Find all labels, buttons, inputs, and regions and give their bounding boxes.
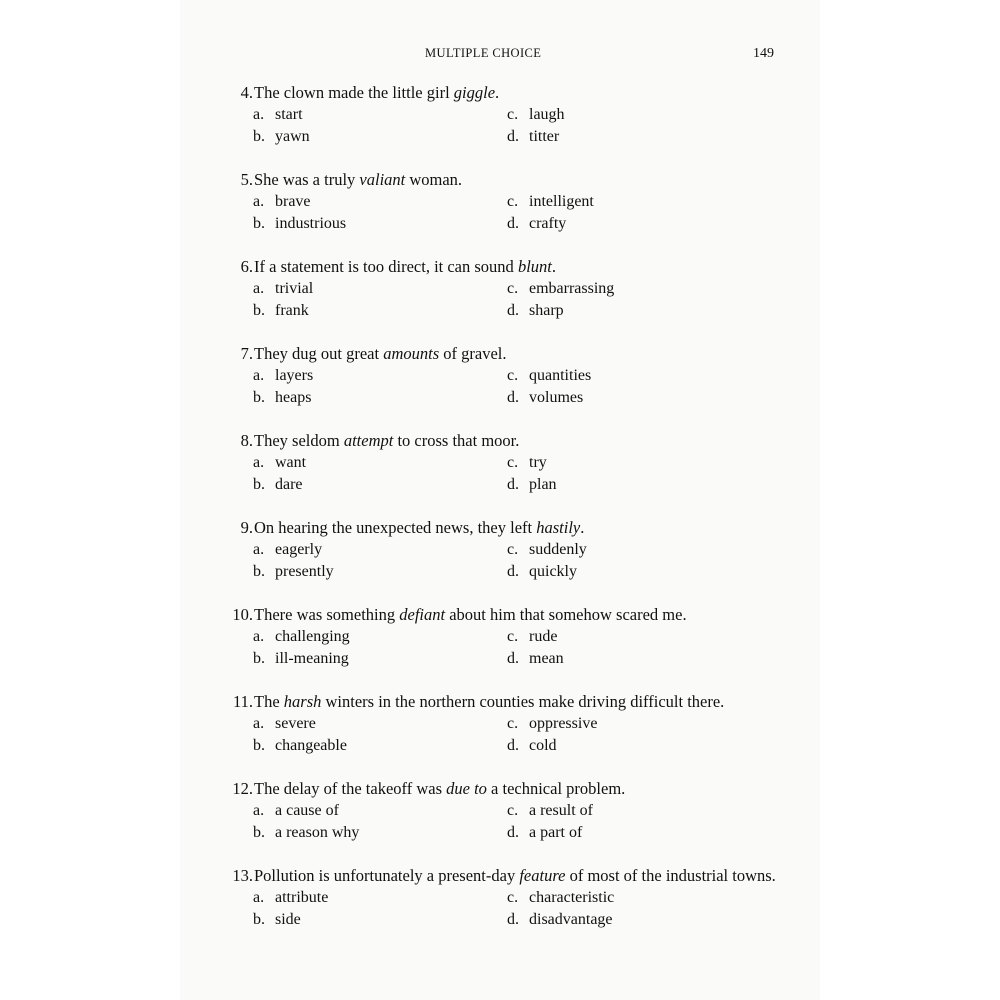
option-letter: b. — [253, 302, 265, 319]
option-letter: a. — [253, 280, 265, 297]
answer-option — [253, 452, 507, 474]
option-letter: c. — [507, 715, 519, 732]
answer-option — [507, 626, 761, 648]
answer-options — [253, 713, 786, 757]
option-letter: b. — [253, 911, 265, 928]
option-text: suddenly — [529, 541, 587, 558]
question-item — [226, 256, 786, 322]
answer-options — [253, 104, 786, 148]
question-text-after: to cross that moor. — [393, 431, 520, 450]
option-text: characteristic — [529, 889, 615, 906]
option-text: intelligent — [529, 193, 594, 210]
target-word: valiant — [359, 170, 406, 189]
question-item — [226, 778, 786, 844]
option-letter: b. — [253, 650, 265, 667]
answer-option — [253, 213, 507, 235]
option-letter: b. — [253, 389, 265, 406]
question-number: 6. — [240, 257, 253, 276]
question-number: 11. — [232, 692, 253, 711]
option-letter: a. — [253, 367, 265, 384]
question-text-before: Pollution is unfortunately a present-day — [254, 866, 520, 885]
answer-option — [507, 561, 761, 583]
option-letter: a. — [253, 541, 265, 558]
question-number: 12. — [232, 779, 253, 798]
question-stem — [226, 604, 786, 626]
question-list — [226, 82, 786, 952]
option-letter: c. — [507, 280, 519, 297]
option-letter: d. — [507, 389, 519, 406]
target-word: amounts — [383, 344, 440, 363]
question-stem — [226, 691, 786, 713]
answer-option — [507, 648, 761, 670]
question-text-after: woman. — [405, 170, 463, 189]
option-text: quantities — [529, 367, 592, 384]
target-word: due to — [446, 779, 487, 798]
option-letter: d. — [507, 563, 519, 580]
option-text: side — [275, 911, 301, 928]
question-text — [253, 778, 625, 800]
question-number: 10. — [232, 605, 253, 624]
option-letter: d. — [507, 302, 519, 319]
question-text — [253, 691, 724, 713]
question-stem — [226, 82, 786, 104]
option-letter: d. — [507, 911, 519, 928]
question-text-before: The — [254, 692, 284, 711]
question-item — [226, 691, 786, 757]
question-text-after: winters in the northern counties make driving difficult there. — [321, 692, 725, 711]
option-letter: b. — [253, 563, 265, 580]
option-text: embarrassing — [529, 280, 615, 297]
question-number: 5. — [240, 170, 253, 189]
option-text: cold — [529, 737, 557, 754]
option-letter: d. — [507, 650, 519, 667]
option-letter: c. — [507, 541, 519, 558]
option-letter: b. — [253, 215, 265, 232]
answer-option — [253, 909, 507, 931]
answer-option — [507, 800, 761, 822]
question-item — [226, 865, 786, 931]
target-word: feature — [519, 866, 566, 885]
answer-options — [253, 365, 786, 409]
answer-option — [507, 104, 761, 126]
question-text-after: . — [495, 83, 500, 102]
option-letter: a. — [253, 889, 265, 906]
option-text: crafty — [529, 215, 567, 232]
question-stem — [226, 430, 786, 452]
option-text: attribute — [275, 889, 329, 906]
answer-option — [507, 278, 761, 300]
option-text: presently — [275, 563, 334, 580]
option-text: volumes — [529, 389, 584, 406]
option-text: titter — [529, 128, 560, 145]
option-letter: b. — [253, 824, 265, 841]
answer-option — [507, 909, 761, 931]
answer-option — [253, 474, 507, 496]
question-number: 7. — [240, 344, 253, 363]
question-item — [226, 343, 786, 409]
option-text: severe — [275, 715, 316, 732]
target-word: harsh — [283, 692, 322, 711]
answer-option — [507, 713, 761, 735]
option-text: a reason why — [275, 824, 360, 841]
option-text: a cause of — [275, 802, 339, 819]
question-item — [226, 604, 786, 670]
question-text — [253, 604, 687, 626]
answer-option — [253, 626, 507, 648]
answer-option — [507, 191, 761, 213]
answer-option — [507, 126, 761, 148]
option-text: laugh — [529, 106, 565, 123]
question-text — [253, 256, 556, 278]
option-letter: c. — [507, 193, 519, 210]
answer-option — [507, 387, 761, 409]
answer-option — [507, 452, 761, 474]
option-text: start — [275, 106, 303, 123]
option-letter: b. — [253, 476, 265, 493]
option-letter: d. — [507, 215, 519, 232]
question-text — [253, 517, 584, 539]
option-text: quickly — [529, 563, 577, 580]
option-text: eagerly — [275, 541, 323, 558]
question-text-before: On hearing the unexpected news, they left — [254, 518, 537, 537]
option-letter: d. — [507, 824, 519, 841]
option-letter: c. — [507, 106, 519, 123]
option-text: yawn — [275, 128, 310, 145]
option-text: plan — [529, 476, 557, 493]
option-text: a result of — [529, 802, 593, 819]
option-letter: a. — [253, 715, 265, 732]
question-stem — [226, 256, 786, 278]
option-text: a part of — [529, 824, 583, 841]
option-text: brave — [275, 193, 311, 210]
answer-option — [507, 365, 761, 387]
question-number: 9. — [240, 518, 253, 537]
question-item — [226, 82, 786, 148]
option-letter: c. — [507, 802, 519, 819]
answer-option — [253, 365, 507, 387]
option-letter: d. — [507, 737, 519, 754]
target-word: giggle — [453, 83, 496, 102]
question-text-after: a technical problem. — [486, 779, 626, 798]
running-head: MULTIPLE CHOICE — [425, 46, 542, 60]
option-letter: d. — [507, 128, 519, 145]
option-text: disadvantage — [529, 911, 613, 928]
question-number: 4. — [240, 83, 253, 102]
question-item — [226, 169, 786, 235]
question-text-after: . — [551, 257, 556, 276]
question-stem — [226, 778, 786, 800]
question-text-after: . — [580, 518, 585, 537]
question-text — [253, 430, 519, 452]
question-item — [226, 517, 786, 583]
option-text: oppressive — [529, 715, 598, 732]
option-letter: d. — [507, 476, 519, 493]
target-word: defiant — [399, 605, 446, 624]
answer-option — [253, 713, 507, 735]
answer-option — [253, 822, 507, 844]
option-text: challenging — [275, 628, 350, 645]
question-text — [253, 865, 776, 887]
option-text: rude — [529, 628, 558, 645]
question-text-after: of gravel. — [439, 344, 507, 363]
option-text: dare — [275, 476, 303, 493]
option-text: industrious — [275, 215, 347, 232]
question-text-before: There was something — [254, 605, 400, 624]
target-word: hastily — [536, 518, 581, 537]
question-stem — [226, 517, 786, 539]
option-letter: b. — [253, 128, 265, 145]
option-text: sharp — [529, 302, 564, 319]
answer-option — [253, 191, 507, 213]
option-text: ill-meaning — [275, 650, 349, 667]
question-text — [253, 82, 499, 104]
option-letter: c. — [507, 367, 519, 384]
option-text: mean — [529, 650, 564, 667]
question-text-after: about him that somehow scared me. — [445, 605, 687, 624]
option-text: heaps — [275, 389, 312, 406]
question-text-before: The clown made the little girl — [254, 83, 454, 102]
question-text-before: She was a truly — [254, 170, 360, 189]
answer-option — [507, 213, 761, 235]
option-letter: b. — [253, 737, 265, 754]
option-letter: a. — [253, 454, 265, 471]
question-stem — [226, 865, 786, 887]
answer-option — [507, 474, 761, 496]
option-text: frank — [275, 302, 309, 319]
question-text-before: If a statement is too direct, it can sound — [254, 257, 518, 276]
question-stem — [226, 169, 786, 191]
option-text: changeable — [275, 737, 347, 754]
answer-option — [507, 822, 761, 844]
answer-options — [253, 626, 786, 670]
option-letter: a. — [253, 193, 265, 210]
option-text: trivial — [275, 280, 314, 297]
question-text-after: of most of the industrial towns. — [565, 866, 776, 885]
answer-option — [507, 735, 761, 757]
option-text: want — [275, 454, 307, 471]
page-header — [180, 46, 820, 66]
answer-option — [253, 735, 507, 757]
answer-option — [253, 300, 507, 322]
answer-option — [253, 104, 507, 126]
answer-options — [253, 278, 786, 322]
answer-options — [253, 191, 786, 235]
answer-options — [253, 887, 786, 931]
book-page — [180, 0, 820, 1000]
option-letter: c. — [507, 454, 519, 471]
answer-options — [253, 800, 786, 844]
answer-option — [253, 126, 507, 148]
question-stem — [226, 343, 786, 365]
target-word: blunt — [517, 257, 552, 276]
question-text-before: They seldom — [254, 431, 344, 450]
answer-option — [253, 887, 507, 909]
answer-options — [253, 539, 786, 583]
target-word: attempt — [343, 431, 394, 450]
question-item — [226, 430, 786, 496]
answer-option — [507, 887, 761, 909]
page-number: 149 — [753, 46, 774, 61]
answer-option — [507, 539, 761, 561]
question-text-before: The delay of the takeoff was — [254, 779, 447, 798]
question-number: 8. — [240, 431, 253, 450]
answer-option — [253, 561, 507, 583]
answer-option — [253, 648, 507, 670]
option-text: try — [529, 454, 547, 471]
question-number: 13. — [232, 866, 253, 885]
answer-options — [253, 452, 786, 496]
option-letter: c. — [507, 889, 519, 906]
answer-option — [507, 300, 761, 322]
option-letter: a. — [253, 802, 265, 819]
question-text — [253, 169, 462, 191]
answer-option — [253, 387, 507, 409]
option-letter: a. — [253, 628, 265, 645]
option-letter: c. — [507, 628, 519, 645]
question-text — [253, 343, 507, 365]
answer-option — [253, 539, 507, 561]
answer-option — [253, 800, 507, 822]
option-letter: a. — [253, 106, 265, 123]
question-text-before: They dug out great — [254, 344, 384, 363]
answer-option — [253, 278, 507, 300]
option-text: layers — [275, 367, 314, 384]
